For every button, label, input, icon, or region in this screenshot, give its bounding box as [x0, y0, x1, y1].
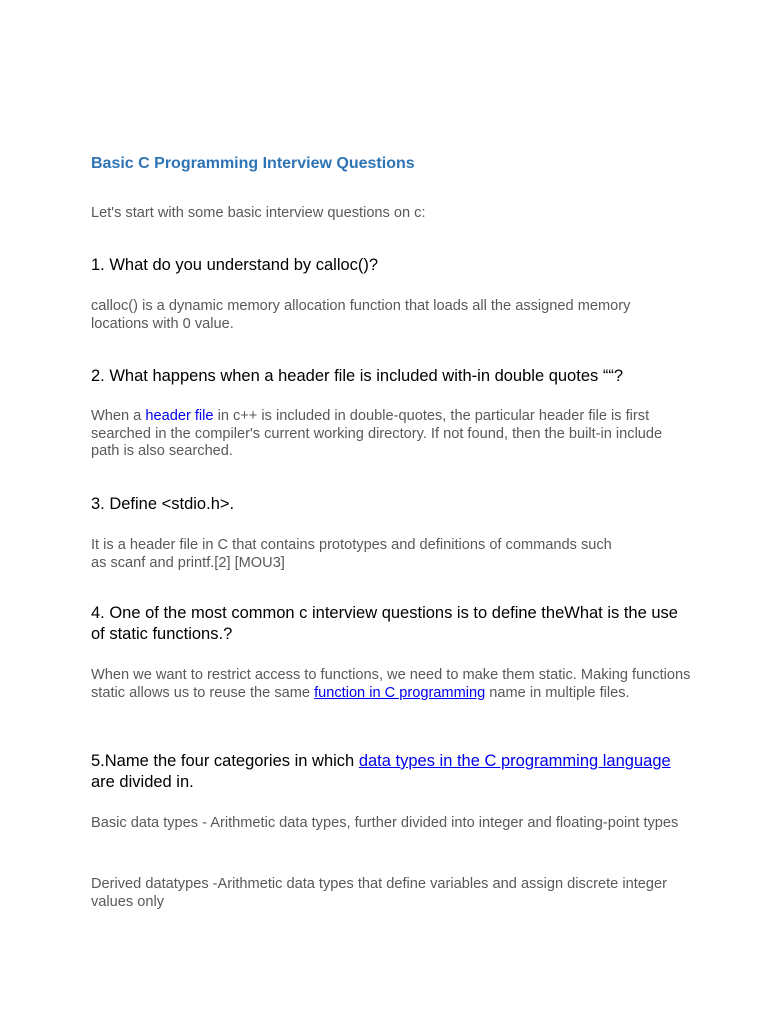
- answer-5-derived: Derived datatypes -Arithmetic data types that define variables and assign discrete integer values only: [91, 876, 667, 910]
- answer-2: [91, 408, 691, 461]
- answer-1: calloc() is a dynamic memory allocation function that loads all the assigned memory locations with 0 value.: [91, 298, 631, 332]
- answer-2-text-start: When a: [91, 408, 146, 424]
- question-3: 3. Define <stdio.h>.: [91, 495, 235, 513]
- page-title: Basic C Programming Interview Questions: [91, 155, 415, 172]
- question-5: [91, 751, 691, 792]
- data-types-link[interactable]: data types in the C programming language: [358, 752, 671, 770]
- question-5-text-end: are divided in.: [91, 772, 194, 791]
- answer-3-line-1: It is a header file in C that contains prototypes and definitions of commands such: [91, 537, 612, 553]
- answer-4-text-start: When we want to restrict access to functions, we need to make them static. Making functions static allows us to reuse the same: [91, 667, 691, 701]
- question-2: 2. What happens when a header file is included with-in double quotes ““?: [91, 367, 623, 385]
- header-file-link[interactable]: header file: [145, 408, 214, 424]
- question-4: 4. One of the most common c interview questions is to define theWhat is the use of static functions.?: [91, 604, 678, 643]
- question-1: 1. What do you understand by calloc()?: [91, 256, 379, 274]
- question-5-text-start: 5.Name the four categories in which: [91, 752, 359, 770]
- answer-2-text-end: in c++ is included in double-quotes, the particular header file is first searched in the compiler's current working directory. If not found, then the built-in include path is also searched.: [91, 408, 663, 459]
- answer-3: [91, 537, 691, 572]
- answer-3-line-2: as scanf and printf.[2] [MOU3]: [91, 554, 285, 571]
- answer-5-basic: Basic data types - Arithmetic data types, further divided into integer and floating-point types: [91, 815, 679, 831]
- answer-4-text-end: name in multiple files.: [485, 684, 630, 701]
- answer-4: [91, 667, 691, 702]
- intro-paragraph: Let's start with some basic interview questions on c:: [91, 205, 426, 221]
- function-in-c-link[interactable]: function in C programming: [314, 684, 486, 701]
